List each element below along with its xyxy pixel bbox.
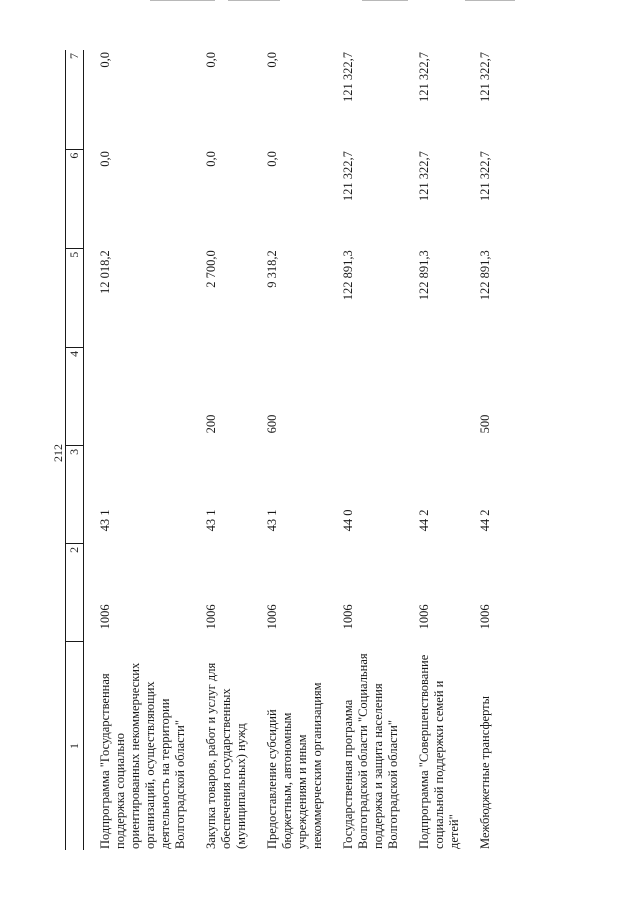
expense-type-code (327, 347, 403, 445)
top-edge-rule (465, 0, 515, 1)
expense-type-code: 200 (204, 414, 218, 434)
table-row (327, 50, 403, 850)
row-name: Закупка товаров, работ и услуг для обеспечения государственных (муниципальных) нужд (204, 662, 248, 849)
section-code: 1006 (341, 604, 355, 630)
budget-table (65, 50, 495, 850)
column-header-7: 7 (66, 50, 84, 149)
amount-col-5: 122 891,3 (478, 250, 492, 301)
amount-col-6: 121 322,7 (417, 151, 431, 202)
column-header-1: 1 (66, 641, 84, 850)
column-header-6: 6 (66, 149, 84, 248)
table-row (251, 50, 327, 850)
program-code: 43 1 (265, 509, 279, 532)
amount-col-5: 12 018,2 (98, 250, 112, 294)
section-code: 1006 (478, 604, 492, 630)
expense-type-code (84, 347, 191, 445)
table-row (190, 50, 251, 850)
amount-col-6: 0,0 (98, 151, 112, 167)
amount-col-7: 121 322,7 (478, 52, 492, 102)
program-code: 44 2 (417, 509, 431, 532)
top-edge-rule (228, 0, 280, 1)
table-row (464, 50, 495, 850)
amount-col-5: 122 891,3 (341, 250, 355, 301)
amount-col-6: 0,0 (204, 151, 218, 167)
amount-col-6: 121 322,7 (478, 151, 492, 202)
expense-type-code: 600 (265, 414, 279, 434)
amount-col-7: 0,0 (204, 52, 218, 68)
program-code: 44 2 (478, 509, 492, 532)
amount-col-5: 122 891,3 (417, 250, 431, 301)
header-row (66, 50, 84, 850)
top-edge-rule (150, 0, 215, 1)
amount-col-6: 121 322,7 (341, 151, 355, 202)
column-header-5: 5 (66, 248, 84, 347)
amount-col-7: 121 322,7 (417, 52, 431, 102)
row-name: Подпрограмма "Совершенствование социальной поддержки семей и детей" (417, 654, 461, 849)
column-header-3: 3 (66, 445, 84, 543)
amount-col-5: 9 318,2 (265, 250, 279, 288)
expense-type-code: 500 (478, 414, 492, 434)
table-row (403, 50, 464, 850)
table-body (84, 50, 496, 850)
program-code: 44 0 (341, 509, 355, 532)
amount-col-7: 121 322,7 (341, 52, 355, 102)
rotated-page-content (65, 50, 615, 850)
column-header-2: 2 (66, 543, 84, 641)
amount-col-7: 0,0 (98, 52, 112, 68)
amount-col-7: 0,0 (265, 52, 279, 68)
section-code: 1006 (204, 604, 218, 630)
top-edge-rule (362, 0, 408, 1)
program-code: 43 1 (204, 509, 218, 532)
amount-col-6: 0,0 (265, 151, 279, 167)
row-name: Подпрограмма "Государственная поддержка социально ориентированных некоммерческих организаций, осуществляющих деятельность на территории Волгоградской области" (98, 662, 187, 849)
expense-type-code (403, 347, 464, 445)
table-row (84, 50, 191, 850)
section-code: 1006 (98, 604, 112, 630)
row-name: Предоставление субсидий бюджетным, автономным учреждениям и иным некоммерческим организациям (265, 682, 324, 849)
amount-col-5: 2 700,0 (204, 250, 218, 288)
row-name: Межбюджетные трансферты (478, 695, 492, 849)
page-number: 212 (51, 444, 65, 462)
table-header (66, 50, 84, 850)
column-header-4: 4 (66, 347, 84, 445)
section-code: 1006 (265, 604, 279, 630)
row-name: Государственная программа Волгоградской области "Социальная поддержка и защита населения Волгоградской области" (341, 653, 400, 849)
section-code: 1006 (417, 604, 431, 630)
program-code: 43 1 (98, 509, 112, 532)
